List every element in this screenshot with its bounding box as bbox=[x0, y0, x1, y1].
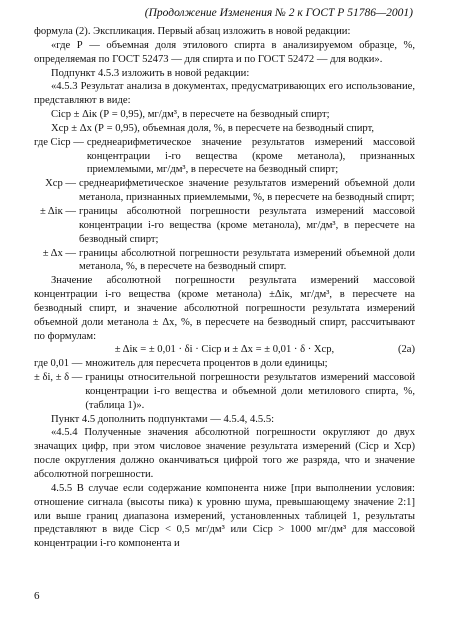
definition-text: границы относительной погрешности результатов измерений массовой концентрации i-го вещества и объемной доли метилового спирта, %, (таблица 1)». bbox=[85, 372, 415, 411]
paragraph: Пункт 4.5 дополнить подпунктами — 4.5.4, 4.5.5: bbox=[51, 413, 275, 425]
definition-text: множитель для пересчета процентов в доли единицы; bbox=[85, 358, 328, 370]
paragraph: 4.5.5 В случае если содержание компонента ниже [при выполнении условия: отношение сигнала (высоты пика) к уровню шума, превышающему значение 2:1] или выше границ диапазона измерений, установленных таблицей 1, результаты представляют в виде Ciср < 0,5 мг/дм³ или Ciср > 1000 мг/дм³ для массовой концентрации i-го компонента и bbox=[34, 482, 415, 550]
definition-item bbox=[34, 177, 415, 205]
definition-term: ± Δx — bbox=[42, 247, 76, 259]
definition-term: где Ciср — bbox=[34, 136, 84, 148]
definition-term: ± Δiк — bbox=[39, 205, 76, 217]
result-form-line: Xср ± Δx (Р = 0,95), объемная доля, %, в пересчете на безводный спирт, bbox=[51, 122, 375, 134]
definition-item bbox=[34, 205, 415, 247]
paragraph: формула (2). Экспликация. Первый абзац изложить в новой редакции: bbox=[34, 26, 351, 37]
result-form-line: Ciср ± Δiк (Р = 0,95), мг/дм³, в пересчете на безводный спирт; bbox=[51, 109, 330, 121]
running-header: (Продолжение Изменения № 2 к ГОСТ Р 51786—2001) bbox=[144, 7, 413, 19]
formula: ± Δiк = ± 0,01 · δi · Ciср и ± Δx = ± 0,01 · δ · Xср, bbox=[114, 344, 335, 356]
page-number: 6 bbox=[34, 590, 40, 602]
paragraph: Подпункт 4.5.3 изложить в новой редакции: bbox=[51, 67, 250, 79]
formula-number: (2а) bbox=[397, 344, 415, 356]
definition-term: где 0,01 — bbox=[34, 358, 83, 370]
definition-item bbox=[34, 357, 415, 371]
definition-text: среднеарифметическое значение результатов измерений массовой концентрации i-го вещества (кроме метанола), признанных приемлемыми, мг/дм³, в пересчете на безводный спирт; bbox=[86, 136, 415, 176]
definition-item bbox=[34, 136, 415, 178]
definition-term: ± δi, ± δ — bbox=[34, 372, 83, 384]
definition-text: границы абсолютной погрешности результата измерений объемной доли метанола, %, в пересчете на безводный спирт. bbox=[79, 247, 415, 273]
definition-item bbox=[34, 247, 415, 275]
formula-line bbox=[34, 343, 415, 357]
page-body bbox=[34, 25, 415, 551]
definition-text: границы абсолютной погрешности результата измерений массовой концентрации i-го вещества (кроме метанола), мг/дм³, в пересчете на безводный спирт; bbox=[79, 205, 415, 245]
definition-text: среднеарифметическое значение результатов измерений объемной доли метанола, признанных приемлемыми, %, в пересчете на безводный спирт; bbox=[79, 178, 415, 204]
paragraph: «4.5.3 Результат анализа в документах, предусматривающих его использование, представляют в виде: bbox=[34, 81, 415, 107]
definition-term: Xср — bbox=[45, 178, 76, 190]
paragraph: «4.5.4 Полученные значения абсолютной погрешности округляют до двух значащих цифр, при этом числовое значение результата измерений (Ciср и Xср) после округления должно оканчиваться цифрой того же разряда, что и значение абсолютной погрешности. bbox=[34, 427, 415, 480]
paragraph: Значение абсолютной погрешности результата измерений массовой концентрации i-го вещества (кроме метанола) ±Δiк, мг/дм³, в пересчете на безводный спирт, и значение абсолютной погрешности результата измерений объемной доли метанола ± Δx, %, в пересчете на безводный спирт, рассчитывают по формулам: bbox=[34, 275, 415, 342]
paragraph: «где Р — объемная доля этилового спирта в анализируемом образце, %, определяемая по ГОСТ 52473 — для спирта и по ГОСТ 52472 — для водки». bbox=[34, 39, 415, 65]
definition-item bbox=[34, 371, 415, 413]
